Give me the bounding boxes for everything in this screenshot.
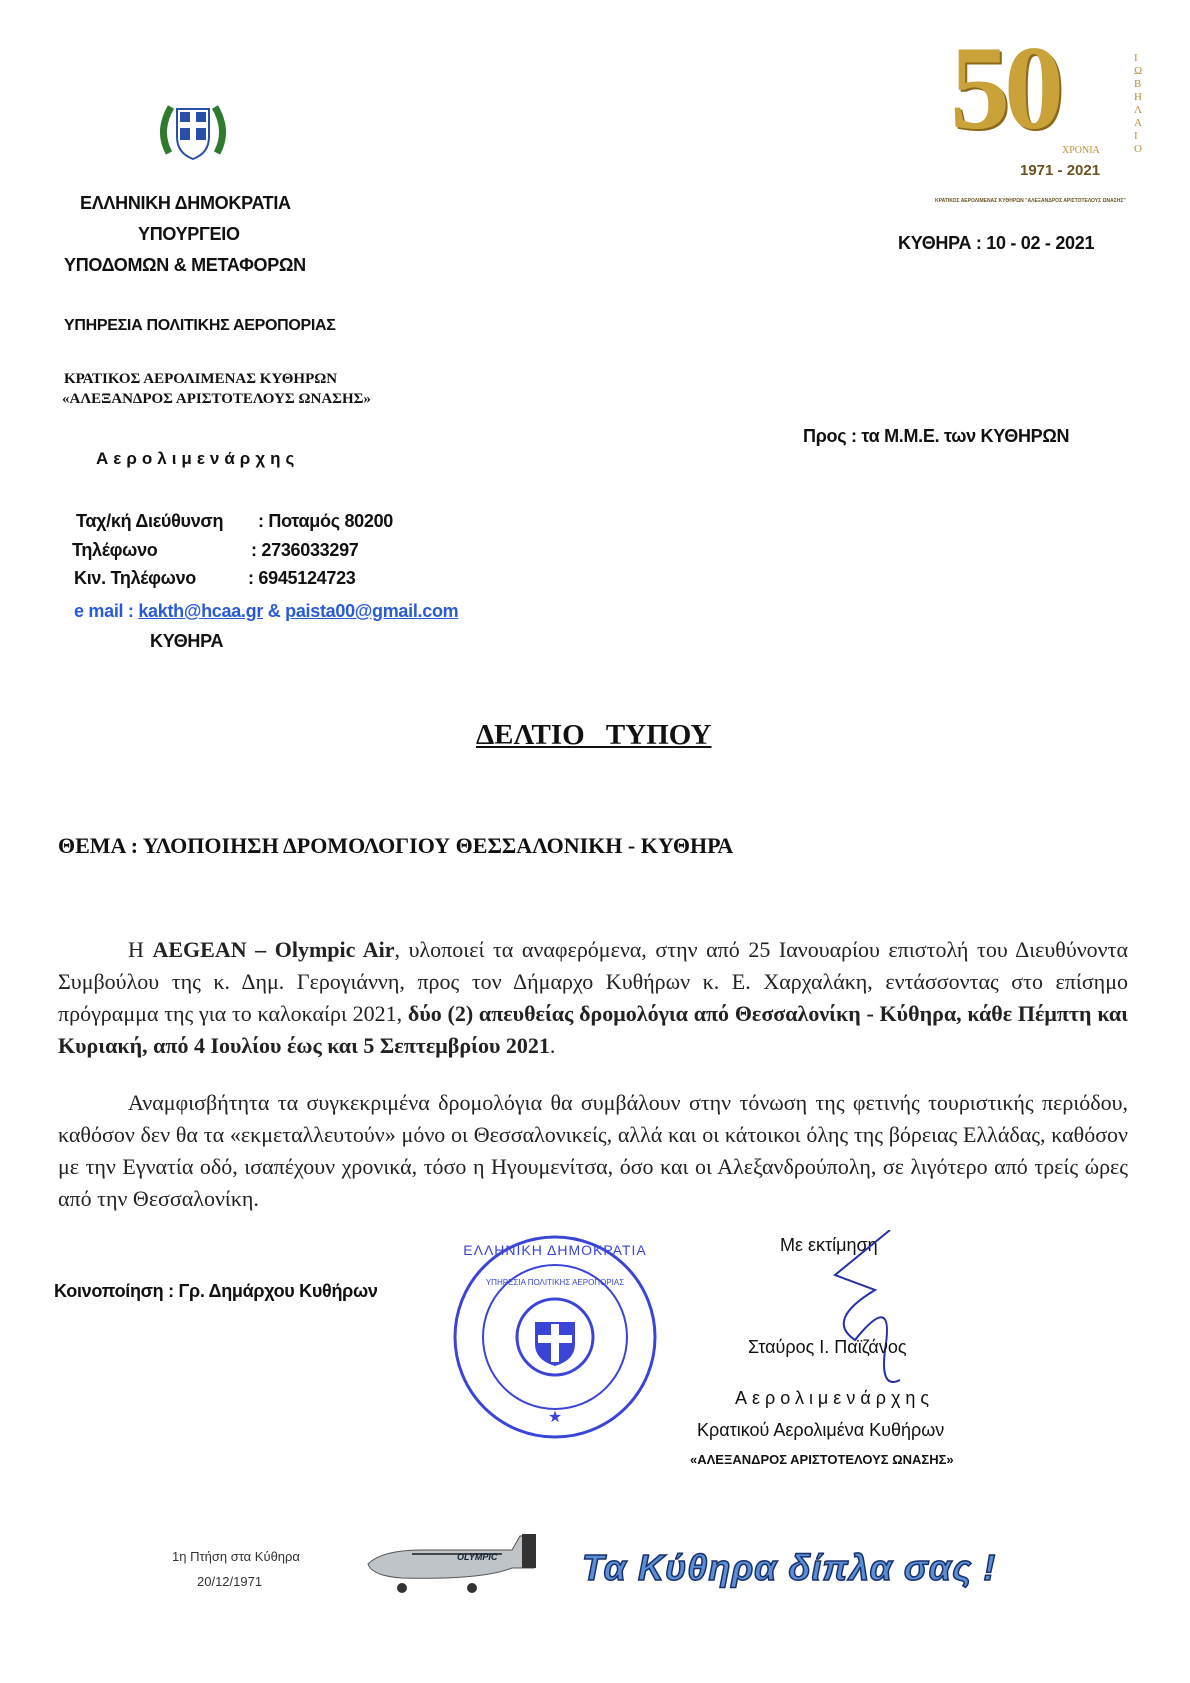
- body-paragraph-2: [58, 1087, 1128, 1215]
- cc-line: Κοινοποίηση : Γρ. Δημάρχου Κυθήρων: [54, 1281, 378, 1301]
- signatory-name: Σταύρος Ι. Παϊζάνος: [748, 1337, 907, 1357]
- stamp-outer-text: ΕΛΛΗΝΙΚΗ ΔΗΜΟΚΡΑΤΙΑ: [463, 1242, 647, 1258]
- logo-side-text: ΙΩΒΗΛΑΙΟ: [1134, 52, 1143, 155]
- republic-label: ΕΛΛΗΝΙΚΗ ΔΗΜΟΚΡΑΤΙΑ: [80, 193, 291, 213]
- email-label: e mail :: [74, 601, 134, 621]
- p1-text-c: , υλοποιεί τα αναφερόμενα, στην από 25 Ιανουαρίου επιστολή του Διευθύνοντα Συμβούλου της κ. Δημ. Γερογιάννη, προς τον Δήμαρχο Κυθήρων κ. Ε. Χαρχαλάκη, εντάσσοντας στο επίσημο πρόγραμμα της για το καλοκαίρι 2021,: [58, 937, 1128, 1026]
- first-flight-date: 20/12/1971: [197, 1574, 263, 1589]
- address-label: Ταχ/κή Διεύθυνση: [76, 511, 224, 531]
- slogan: Τα Κύθηρα δίπλα σας !: [582, 1547, 997, 1588]
- p1-route-details: δύο (2) απευθείας δρομολόγια από Θεσσαλονίκη - Κύθηρα, κάθε Πέμπτη και Κυριακή, από 4 Ιουλίου έως και 5 Σεπτεμβρίου 2021: [58, 1001, 1128, 1058]
- signatory-org-name: «ΑΛΕΞΑΝΔΡΟΣ ΑΡΙΣΤΟΤΕΛΟΥΣ ΩΝΑΣΗΣ»: [690, 1452, 954, 1467]
- first-flight-label: 1η Πτήση στα Κύθηρα: [172, 1549, 300, 1564]
- mobile-value: : 6945124723: [248, 568, 356, 588]
- p1-airline: AEGEAN – Olympic Air: [152, 937, 395, 962]
- email-link-hcaa[interactable]: kakth@hcaa.gr: [138, 601, 264, 621]
- closing-line: Με εκτίμηση: [780, 1235, 878, 1255]
- ministry-label: ΥΠΟΥΡΓΕΙΟ: [138, 224, 240, 244]
- date-line: ΚΥΘΗΡΑ : 10 - 02 - 2021: [898, 233, 1095, 253]
- p1-text-e: .: [549, 1033, 556, 1058]
- p2-text: Αναμφισβήτητα τα συγκεκριμένα δρομολόγια θα συμβάλουν στην τόνωση της φετινής τουριστικής περιόδου, καθόσον δεν θα τα «εκμεταλλευτούν» μόνο οι Θεσσαλονικείς, αλλά και οι κάτοικοι όλης της βόρειας Ελλάδας, καθόσον με την Εγνατία οδό, ισαπέχουν χρονικά, τόσο η Ηγουμενίτσα, όσο και οι Αλεξανδρούπολη, σε λιγότερο από τρείς ώρες από την Θεσσαλονίκη.: [58, 1090, 1128, 1211]
- email-separator: &: [267, 601, 281, 621]
- body-paragraph-1: [58, 934, 1128, 1062]
- phone-label: Τηλέφωνο: [72, 540, 158, 560]
- document-title: ΔΕΛΤΙΟ ΤΥΠΟΥ: [476, 719, 712, 751]
- anniversary-logo: [935, 21, 1150, 218]
- logo-years-word: ΧΡΟΝΙΑ: [1062, 145, 1100, 156]
- signature: [815, 1230, 925, 1390]
- email-line: [74, 601, 458, 622]
- signatory-role: Αερολιμενάρχης: [735, 1388, 935, 1408]
- phone-value: : 2736033297: [251, 540, 359, 560]
- svg-text:★: ★: [547, 1409, 563, 1426]
- stamp-inner-text: ΥΠΗΡΕΣΙΑ ΠΟΛΙΤΙΚΗΣ ΑΕΡΟΠΟΡΙΑΣ: [485, 1278, 625, 1287]
- official-stamp: [450, 1232, 660, 1442]
- p1-text-a: Η: [128, 937, 153, 962]
- greek-republic-emblem: [155, 93, 231, 169]
- address-value: : Ποταμός 80200: [258, 511, 394, 531]
- airport-name: «ΑΛΕΞΑΝΔΡΟΣ ΑΡΙΣΤΟΤΕΛΟΥΣ ΩΝΑΣΗΣ»: [62, 391, 371, 407]
- airport-label: ΚΡΑΤΙΚΟΣ ΑΕΡΟΛΙΜΕΝΑΣ ΚΥΘΗΡΩΝ: [64, 371, 338, 387]
- mobile-label: Κιν. Τηλέφωνο: [74, 568, 196, 588]
- subject-line: ΘΕΜΑ : ΥΛΟΠΟΙΗΣΗ ΔΡΟΜΟΛΟΓΙΟΥ ΘΕΣΣΑΛΟΝΙΚΗ - ΚΥΘΗΡΑ: [58, 833, 734, 858]
- ministry-name: ΥΠΟΔΟΜΩΝ & ΜΕΤΑΦΟΡΩΝ: [64, 255, 306, 275]
- service-name: ΥΠΗΡΕΣΙΑ ΠΟΛΙΤΙΚΗΣ ΑΕΡΟΠΟΡΙΑΣ: [64, 317, 336, 334]
- logo-years: 1971 - 2021: [1020, 162, 1101, 179]
- recipient-line: Προς : τα Μ.Μ.Ε. των ΚΥΘΗΡΩΝ: [803, 426, 1070, 446]
- role-label: Αερολιμενάρχης: [96, 449, 300, 468]
- logo-caption: ΚΡΑΤΙΚΟΣ ΑΕΡΟΛΙΜΕΝΑΣ ΚΥΘΗΡΩΝ "ΑΛΕΞΑΝΔΡΟΣ ΑΡΙΣΤΟΤΕΛΟΥΣ ΩΝΑΣΗΣ": [935, 198, 1126, 204]
- olympic-plane-image: [362, 1528, 544, 1598]
- plane-livery-text: OLYMPIC: [457, 1552, 498, 1562]
- email-link-gmail[interactable]: paista00@gmail.com: [285, 601, 459, 621]
- signatory-org: Κρατικού Αερολιμένα Κυθήρων: [697, 1420, 945, 1440]
- logo-number: 50: [950, 21, 1058, 154]
- city-label: ΚΥΘΗΡΑ: [150, 631, 224, 651]
